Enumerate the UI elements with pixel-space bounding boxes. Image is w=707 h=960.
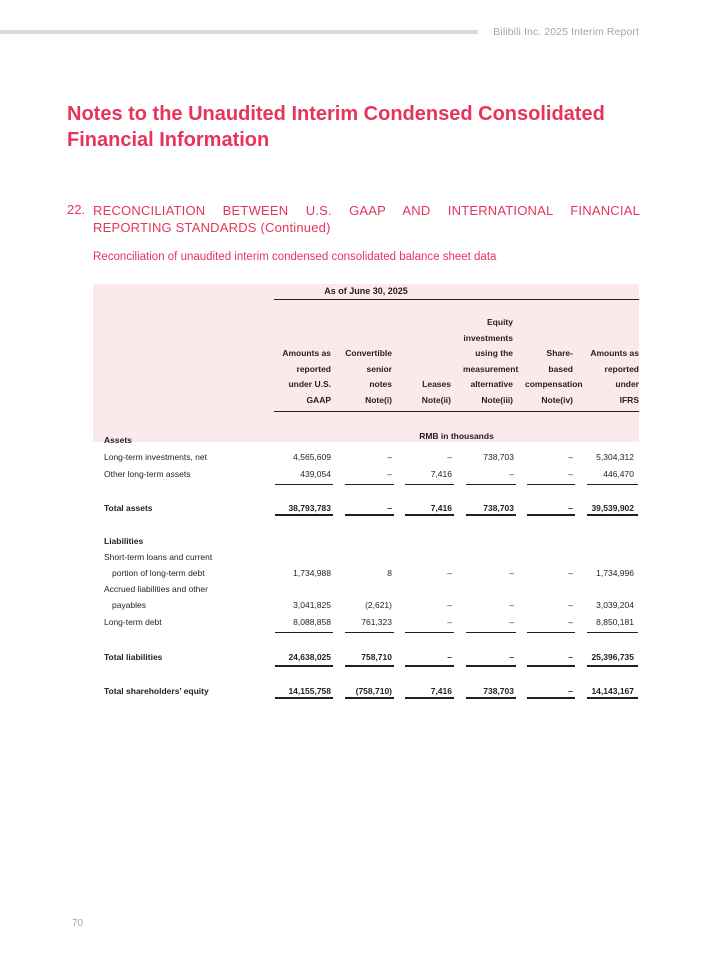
page-number: 70 xyxy=(72,918,84,929)
header-line: Equity xyxy=(487,317,513,327)
total-underline xyxy=(405,697,454,699)
col-convertible-notes-value: (758,710) xyxy=(355,686,392,696)
col-ifrs-value: 39,539,902 xyxy=(591,503,634,513)
col-ifrs-value: 1,734,996 xyxy=(596,568,634,578)
header-line: measurement xyxy=(463,363,519,374)
col-us-gaap-value: 439,054 xyxy=(300,469,331,479)
col-leases-value: – xyxy=(447,600,452,610)
header-line: Convertible xyxy=(345,348,392,358)
subtotal-line xyxy=(466,484,516,485)
total-underline xyxy=(345,665,394,667)
col-share-based-comp-value: – xyxy=(568,503,573,513)
table-row xyxy=(104,617,639,631)
total-underline xyxy=(345,514,394,516)
table-row xyxy=(104,568,639,582)
row-label: Total shareholders’ equity xyxy=(104,686,209,696)
header-line: reported xyxy=(296,363,331,374)
subtotal-line xyxy=(345,632,394,633)
col-us-gaap-value: 1,734,988 xyxy=(293,568,331,578)
col-ifrs-value: 25,396,735 xyxy=(591,652,634,662)
subtotal-line xyxy=(275,632,333,633)
total-underline xyxy=(587,665,638,667)
subtotal-line xyxy=(527,484,575,485)
row-label: Total liabilities xyxy=(104,652,163,662)
as-of-date: As of June 30, 2025 xyxy=(324,286,408,296)
col-ifrs-value: 446,470 xyxy=(603,469,634,479)
header-line: Share-based xyxy=(546,348,573,374)
col-us-gaap-value: 3,041,825 xyxy=(293,600,331,610)
table-row xyxy=(104,600,639,614)
col-us-gaap-value: 38,793,783 xyxy=(288,503,331,513)
col-convertible-notes-value: – xyxy=(387,503,392,513)
col-convertible-notes-value: 8 xyxy=(387,568,392,578)
col-share-based-comp-value: – xyxy=(568,568,573,578)
total-underline xyxy=(275,665,333,667)
col-equity-investments-value: – xyxy=(509,469,514,479)
subtotal-line xyxy=(466,632,516,633)
total-underline xyxy=(275,514,333,516)
total-underline xyxy=(527,514,575,516)
col-leases-value: – xyxy=(447,452,452,462)
row-label: Liabilities xyxy=(104,536,144,546)
header-line: under U.S. xyxy=(288,379,331,389)
subtotal-line xyxy=(345,484,394,485)
col-convertible-notes-value: – xyxy=(387,469,392,479)
col-leases-value: 7,416 xyxy=(430,469,452,479)
col-ifrs-value: 8,850,181 xyxy=(596,617,634,627)
section-number: 22. xyxy=(67,202,86,217)
table-row xyxy=(104,469,639,483)
header-line: IFRS xyxy=(619,394,639,405)
col-leases-value: 7,416 xyxy=(430,686,452,696)
subtotal-line xyxy=(527,632,575,633)
row-label: Assets xyxy=(104,435,132,445)
col-us-gaap-value: 14,155,758 xyxy=(288,686,331,696)
row-label: portion of long-term debt xyxy=(112,568,205,578)
total-underline xyxy=(405,665,454,667)
col-leases-value: – xyxy=(447,568,452,578)
col-leases-value: – xyxy=(447,617,452,627)
total-row xyxy=(104,652,639,666)
col-leases-value: – xyxy=(447,652,452,662)
col-share-based-comp-header xyxy=(525,346,583,408)
units-divider xyxy=(274,411,639,412)
header-rule xyxy=(0,30,478,34)
row-label: Other long-term assets xyxy=(104,469,191,479)
header-line: Leases xyxy=(422,379,451,389)
col-equity-investments-value: 738,703 xyxy=(483,503,514,513)
row-label: Accrued liabilities and other xyxy=(104,584,208,594)
header-line: Note(iii) xyxy=(481,394,513,405)
col-ifrs-value: 3,039,204 xyxy=(596,600,634,610)
subtotal-line xyxy=(405,484,454,485)
header-line: senior notes xyxy=(366,363,392,389)
table-header xyxy=(93,284,639,442)
header-line: Note(iv) xyxy=(541,394,573,405)
col-equity-investments-value: 738,703 xyxy=(483,686,514,696)
header-line: Note(i) xyxy=(365,394,392,405)
col-share-based-comp-value: – xyxy=(568,469,573,479)
col-share-based-comp-value: – xyxy=(568,600,573,610)
col-share-based-comp-value: – xyxy=(568,617,573,627)
total-underline xyxy=(405,514,454,516)
total-underline xyxy=(466,514,516,516)
section-title: RECONCILIATION BETWEEN U.S. GAAP AND INTERNATIONAL FINANCIAL REPORTING STANDARDS (Continued) xyxy=(93,203,640,235)
total-underline xyxy=(527,697,575,699)
header-line: under xyxy=(615,379,639,389)
col-share-based-comp-value: – xyxy=(568,686,573,696)
table-row xyxy=(104,552,639,566)
row-label: Long-term investments, net xyxy=(104,452,207,462)
header-line: compensation xyxy=(525,379,583,389)
col-equity-investments-value: 738,703 xyxy=(483,452,514,462)
header-line: Amounts as xyxy=(590,348,639,358)
header-line: Note(ii) xyxy=(421,394,451,405)
total-underline xyxy=(587,514,638,516)
total-underline xyxy=(466,697,516,699)
col-equity-investments-value: – xyxy=(509,617,514,627)
units-label: RMB in thousands xyxy=(419,431,494,441)
col-us-gaap-value: 8,088,858 xyxy=(293,617,331,627)
col-equity-investments-header xyxy=(463,315,519,408)
header-line: investments xyxy=(463,332,513,343)
table-row xyxy=(104,452,639,466)
subtotal-line xyxy=(275,484,333,485)
subtotal-line xyxy=(587,484,638,485)
header-divider xyxy=(274,299,639,300)
total-underline xyxy=(466,665,516,667)
total-underline xyxy=(527,665,575,667)
page-title: Notes to the Unaudited Interim Condensed Consolidated Financial Information xyxy=(67,103,605,151)
col-convertible-notes-header xyxy=(343,346,392,408)
subtotal-line xyxy=(587,632,638,633)
col-ifrs-header xyxy=(586,346,639,408)
header-line: Amounts as xyxy=(282,348,331,358)
total-underline xyxy=(587,697,638,699)
row-label: payables xyxy=(112,600,147,610)
col-convertible-notes-value: 758,710 xyxy=(361,652,392,662)
section-heading-row xyxy=(104,536,639,550)
col-ifrs-value: 5,304,312 xyxy=(596,452,634,462)
header-line: reported xyxy=(604,363,639,374)
col-us-gaap-header xyxy=(274,346,331,408)
row-label: Short-term loans and current xyxy=(104,552,213,562)
col-leases-value: 7,416 xyxy=(430,503,452,513)
row-label: Long-term debt xyxy=(104,617,162,627)
section-heading-row xyxy=(104,435,639,449)
col-share-based-comp-value: – xyxy=(568,452,573,462)
col-convertible-notes-value: – xyxy=(387,452,392,462)
col-equity-investments-value: – xyxy=(509,652,514,662)
total-underline xyxy=(275,697,333,699)
running-header: Bilibili Inc. 2025 Interim Report xyxy=(493,26,639,38)
row-label: Total assets xyxy=(104,503,153,513)
table-row xyxy=(104,584,639,598)
subtotal-line xyxy=(405,632,454,633)
col-leases-header xyxy=(403,377,451,408)
col-us-gaap-value: 24,638,025 xyxy=(288,652,331,662)
table-subtitle: Reconciliation of unaudited interim condensed consolidated balance sheet data xyxy=(93,251,497,263)
col-ifrs-value: 14,143,167 xyxy=(591,686,634,696)
col-equity-investments-value: – xyxy=(509,568,514,578)
col-convertible-notes-value: (2,621) xyxy=(365,600,392,610)
header-line: GAAP xyxy=(306,394,331,405)
col-convertible-notes-value: 761,323 xyxy=(361,617,392,627)
header-line: alternative xyxy=(470,379,513,389)
col-share-based-comp-value: – xyxy=(568,652,573,662)
header-line: using the xyxy=(475,348,513,358)
total-underline xyxy=(345,697,394,699)
col-equity-investments-value: – xyxy=(509,600,514,610)
col-us-gaap-value: 4,565,609 xyxy=(293,452,331,462)
